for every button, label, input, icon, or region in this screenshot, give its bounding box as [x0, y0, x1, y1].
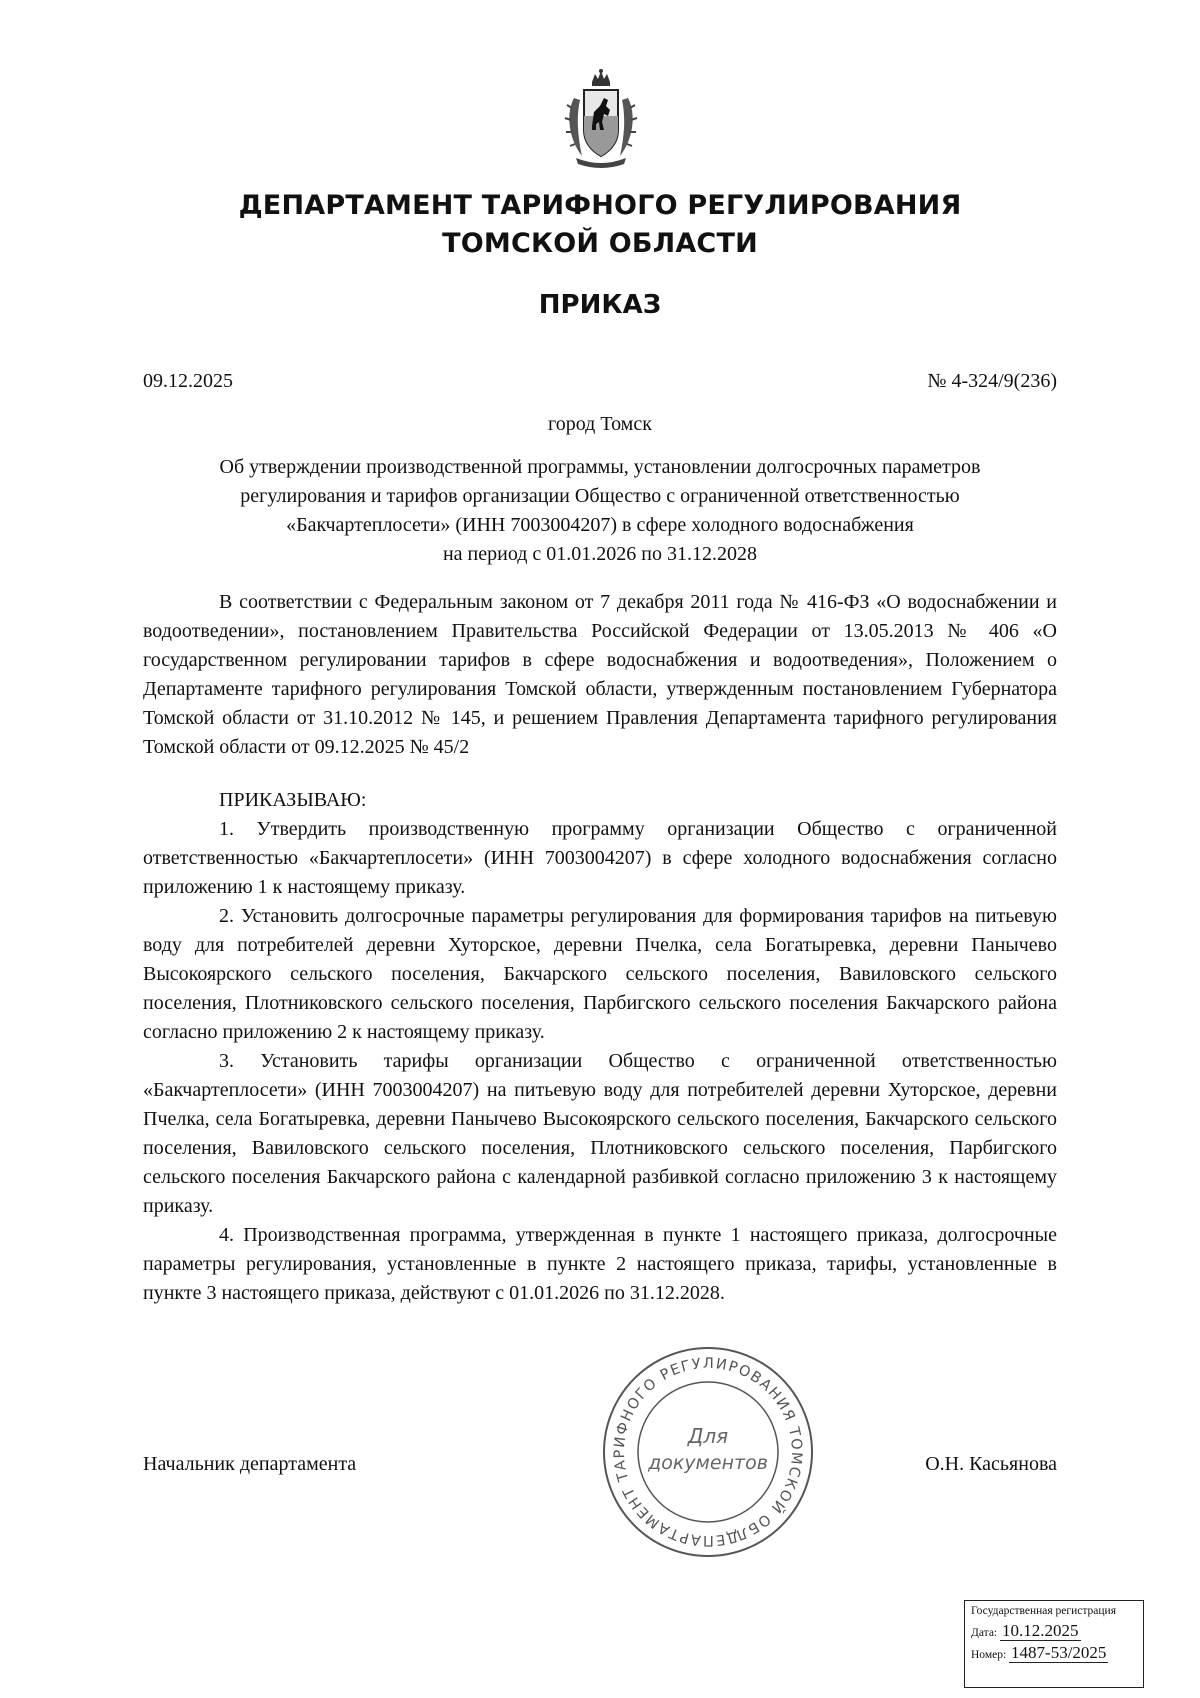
signatory-title: Начальник департамента [143, 1453, 357, 1475]
coat-of-arms-icon [564, 68, 638, 172]
subject-line: на период с 01.01.2026 по 31.12.2028 [442, 543, 758, 565]
document-number: № 4-324/9(236) [927, 370, 1057, 392]
order-word: ПРИКАЗЫВАЮ: [219, 789, 367, 811]
registration-number-value: 1487-53/2025 [1011, 1643, 1107, 1662]
org-line-1: ДЕПАРТАМЕНТ ТАРИФНОГО РЕГУЛИРОВАНИЯ [238, 190, 962, 221]
document-city: город Томск [548, 413, 652, 435]
order-item-3: 3. Установить тарифы организации Общество с ограниченной ответственностью «Бакчартеплосети» (ИНН 7003004207) на питьевую воду для потребителей деревни Хуторское, деревни Пчелка, села Богатыревка, деревни Панычево Высокоярского сельского поселения, Бакчарского сельского поселения, Вавиловского сельского поселения, Плотниковского сельского поселения, Парбигского сельского поселения Бакчарского района с календарной разбивкой согласно приложению 3 к настоящему приказу. [143, 1050, 1057, 1217]
organization-name [0, 187, 1200, 263]
registration-header: Государственная регистрация [971, 1605, 1116, 1617]
document-date: 09.12.2025 [143, 370, 233, 392]
registration-date-row [971, 1621, 1137, 1640]
preamble-paragraph: В соответствии с Федеральным законом от 7 декабря 2011 года № 416-ФЗ «О водоснабжении и водоотведении», постановлением Правительства Российской Федерации от 13.05.2013 № 406 «О государственном регулировании тарифов в сфере водоснабжения и водоотведения», Положением о Департаменте тарифного регулирования Томской области, утвержденным постановлением Губернатора Томской области от 31.10.2012 № 145, и решением Правления Департамента тарифного регулирования Томской области от 09.12.2025 № 45/2 [143, 591, 1057, 758]
document-subject [143, 453, 1057, 569]
document-body [143, 588, 1057, 1308]
org-line-2: ТОМСКОЙ ОБЛАСТИ [442, 228, 758, 259]
order-item-4: 4. Производственная программа, утвержденная в пункте 1 настоящего приказа, долгосрочные параметры регулирования, установленные в пункте 2 настоящего приказа, тарифы, установленные в пункте 3 настоящего приказа, действуют с 01.01.2026 по 31.12.2028. [143, 1224, 1057, 1304]
registration-date-value: 10.12.2025 [1002, 1621, 1079, 1640]
official-stamp [601, 1345, 815, 1559]
signatory-name: О.Н. Касьянова [925, 1453, 1057, 1475]
svg-text:ДЕПАРТАМЕНТ ТАРИФНОГО РЕГУЛИРО: ДЕПАРТАМЕНТ ТАРИФНОГО РЕГУЛИРОВАНИЯ ТОМСКОЙ ОБЛАСТИ [611, 1355, 805, 1549]
registration-number-row [971, 1643, 1137, 1662]
registration-number-label: Номер: [971, 1649, 1007, 1661]
subject-line: регулирования и тарифов организации Общество с ограниченной ответственностью [240, 485, 960, 507]
stamp-center-line-2: документов [648, 1452, 768, 1474]
document-type: ПРИКАЗ [538, 290, 662, 320]
registration-date-label: Дата: [971, 1627, 998, 1639]
stamp-center-line-1: Для [687, 1424, 729, 1448]
subject-line: Об утверждении производственной программы, установлении долгосрочных параметров [219, 456, 981, 478]
state-registration-box [964, 1600, 1144, 1688]
subject-line: «Бакчартеплосети» (ИНН 7003004207) в сфере холодного водоснабжения [286, 514, 914, 536]
order-item-2: 2. Установить долгосрочные параметры регулирования для формирования тарифов на питьевую воду для потребителей деревни Хуторское, деревни Пчелка, села Богатыревка, деревни Панычево Высокоярского сельского поселения, Бакчарского сельского поселения, Вавиловского сельского поселения, Плотниковского сельского поселения, Парбигского сельского поселения Бакчарского района согласно приложению 2 к настоящему приказу. [143, 905, 1057, 1043]
order-item-1: 1. Утвердить производственную программу организации Общество с ограниченной ответственностью «Бакчартеплосети» (ИНН 7003004207) в сфере холодного водоснабжения согласно приложению 1 к настоящему приказу. [143, 818, 1057, 898]
